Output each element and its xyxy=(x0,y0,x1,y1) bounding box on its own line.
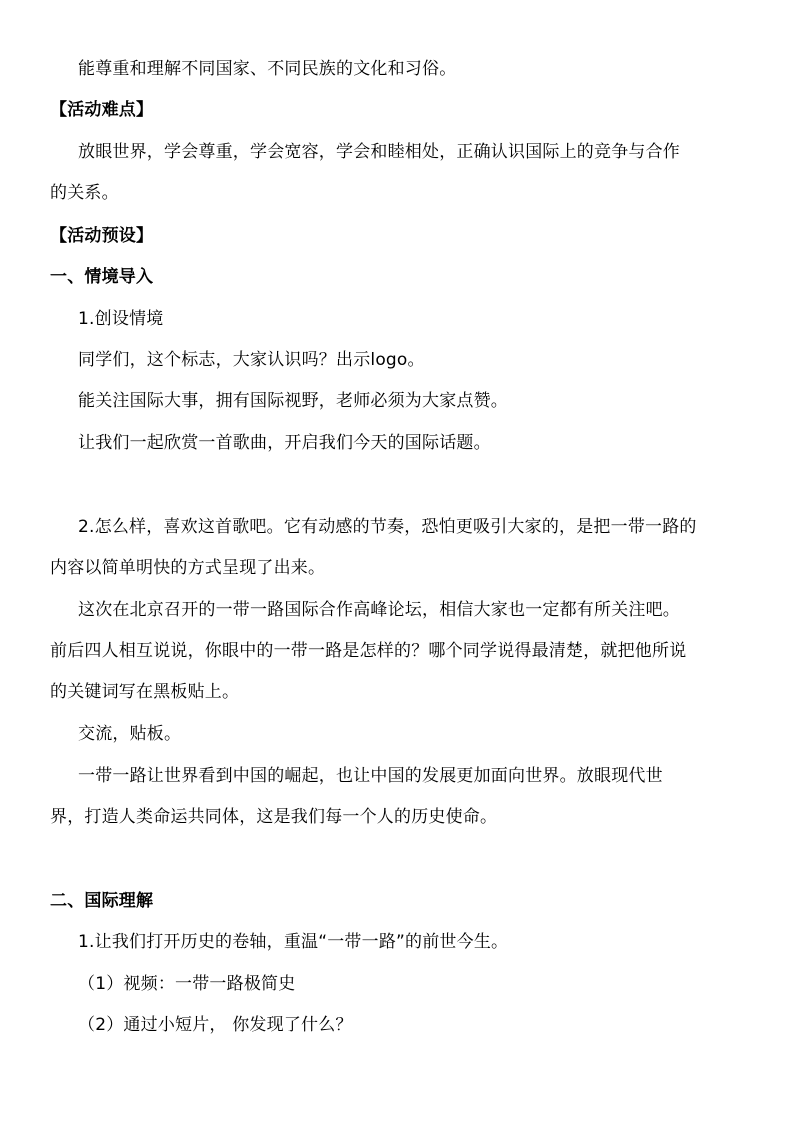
section2-subitem2: （2）通过小短片， 你发现了什么？ xyxy=(78,1015,353,1035)
section1-paragraph1: 同学们，这个标志，大家认识吗？出示logo。 xyxy=(78,350,425,370)
section1-paragraph2: 能关注国际大事，拥有国际视野，老师必须为大家点赞。 xyxy=(78,391,508,411)
section1-item2-line2: 内容以简单明快的方式呈现了出来。 xyxy=(50,558,326,578)
section2-item1: 1.让我们打开历史的卷轴，重温“一带一路”的前世今生。 xyxy=(78,932,509,952)
heading-section-2: 二、国际理解 xyxy=(50,891,154,911)
paragraph-difficulty-line1: 放眼世界，学会尊重，学会宽容，学会和睦相处，正确认识国际上的竞争与合作 xyxy=(78,142,680,162)
section1-item1: 1.创设情境 xyxy=(78,309,164,329)
section1-paragraph4-line1: 这次在北京召开的一带一路国际合作高峰论坛，相信大家也一定都有所关注吧。 xyxy=(78,600,680,620)
heading-activity-preset: 【活动预设】 xyxy=(50,226,154,246)
section1-paragraph5: 交流，贴板。 xyxy=(78,724,182,744)
heading-activity-difficulty: 【活动难点】 xyxy=(50,100,154,120)
section1-paragraph4-line3: 的关键词写在黑板贴上。 xyxy=(50,682,240,702)
section1-paragraph3: 让我们一起欣赏一首歌曲，开启我们今天的国际话题。 xyxy=(78,433,491,453)
section2-subitem1: （1）视频：一带一路极简史 xyxy=(78,974,296,994)
section1-item2-line1: 2.怎么样，喜欢这首歌吧。它有动感的节奏，恐怕更吸引大家的，是把一带一路的 xyxy=(78,517,697,537)
section1-paragraph6-line1: 一带一路让世界看到中国的崛起，也让中国的发展更加面向世界。放眼现代世 xyxy=(78,766,663,786)
heading-section-1: 一、情境导入 xyxy=(50,267,154,287)
paragraph-respect: 能尊重和理解不同国家、不同民族的文化和习俗。 xyxy=(78,59,457,79)
section1-paragraph4-line2: 前后四人相互说说，你眼中的一带一路是怎样的？哪个同学说得最清楚，就把他所说 xyxy=(50,641,687,661)
paragraph-difficulty-line2: 的关系。 xyxy=(50,183,119,203)
section1-paragraph6-line2: 界，打造人类命运共同体，这是我们每一个人的历史使命。 xyxy=(50,807,498,827)
